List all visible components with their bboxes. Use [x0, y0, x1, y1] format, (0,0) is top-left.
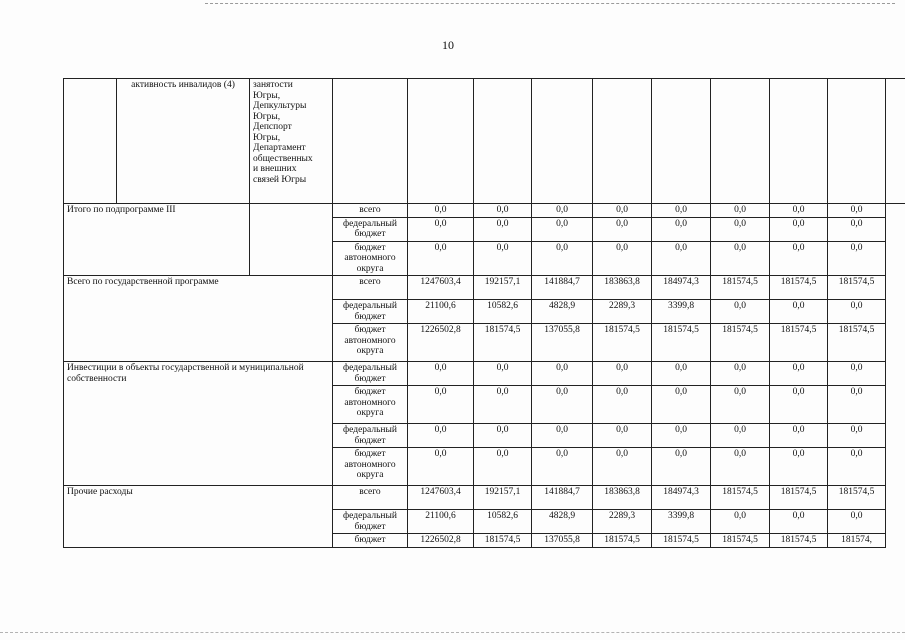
funding-source-cell	[333, 424, 408, 448]
value-cell	[828, 79, 886, 204]
value-cell: 1247603,4	[408, 486, 474, 510]
value-cell: 181574,5	[474, 324, 532, 362]
value-cell: 1226502,8	[408, 324, 474, 362]
value-cell: 181574,5	[652, 534, 711, 548]
executors-cell	[250, 79, 333, 204]
value-cell: 181574,5	[828, 324, 886, 362]
value-cell: 2289,3	[593, 300, 652, 324]
value-cell: 0,0	[408, 241, 474, 276]
funding-source-label: всего	[359, 487, 381, 497]
page-number: 10	[442, 38, 454, 52]
value-cell: 0,0	[532, 241, 593, 276]
group-title: Итого по подпрограмме III	[67, 205, 176, 215]
value-cell: 0,0	[652, 204, 711, 218]
value-cell: 2289,3	[593, 510, 652, 534]
value-cell: 10582,6	[474, 510, 532, 534]
value-cell: 0,0	[711, 300, 770, 324]
value-cell: 0,0	[593, 386, 652, 424]
value-cell: 0,0	[474, 204, 532, 218]
value-cell: 0,0	[711, 241, 770, 276]
funding-source-cell	[333, 217, 408, 241]
scan-top-line	[205, 3, 895, 4]
group-title: Всего по государственной программе	[67, 277, 219, 287]
executor-line: занятости	[253, 80, 293, 90]
value-cell: 0,0	[770, 204, 828, 218]
executor-line: Депкультуры	[253, 101, 307, 111]
value-cell: 0,0	[770, 241, 828, 276]
value-cell: 1247603,4	[408, 276, 474, 300]
value-cell: 0,0	[532, 386, 593, 424]
value-cell: 0,0	[711, 217, 770, 241]
value-cell: 21100,6	[408, 300, 474, 324]
value-cell: 0,0	[770, 362, 828, 386]
value-cell: 3399,8	[652, 300, 711, 324]
funding-source-cell	[333, 362, 408, 386]
value-cell: 10582,6	[474, 300, 532, 324]
value-cell: 183863,8	[593, 276, 652, 300]
value-cell: 181574,5	[828, 486, 886, 510]
value-cell	[408, 79, 474, 204]
value-cell: 0,0	[593, 448, 652, 486]
value-cell: 0,0	[408, 217, 474, 241]
value-cell: 0,0	[593, 241, 652, 276]
value-cell: 0,0	[652, 362, 711, 386]
funding-source-cell	[333, 448, 408, 486]
group-title-cell	[64, 204, 250, 276]
value-cell: 4828,9	[532, 300, 593, 324]
funding-source-label: всего	[359, 277, 381, 287]
value-cell	[532, 79, 593, 204]
source-cell	[333, 79, 408, 204]
funding-source-cell	[333, 241, 408, 276]
value-cell: 0,0	[408, 386, 474, 424]
value-cell: 181574,5	[770, 486, 828, 510]
funding-source-label: федеральный бюджет	[343, 218, 397, 239]
value-cell: 0,0	[711, 424, 770, 448]
value-cell: 0,0	[828, 300, 886, 324]
table-row	[64, 276, 905, 300]
value-cell: 184974,3	[652, 276, 711, 300]
value-cell: 0,0	[828, 424, 886, 448]
activity-cell	[117, 79, 250, 204]
executor-line: Департамент	[253, 143, 306, 153]
value-cell: 0,0	[711, 204, 770, 218]
value-cell: 0,0	[770, 386, 828, 424]
value-cell: 0,0	[828, 448, 886, 486]
funding-source-cell	[333, 324, 408, 362]
funding-source-cell	[333, 276, 408, 300]
value-cell: 0,0	[711, 510, 770, 534]
value-cell: 137055,8	[532, 324, 593, 362]
value-cell: 0,0	[652, 241, 711, 276]
group-title: Инвестиции в объекты государственной и муниципальной собственности	[67, 363, 304, 384]
value-cell	[652, 79, 711, 204]
value-cell: 1226502,8	[408, 534, 474, 548]
budget-table	[63, 78, 905, 548]
group-title-cell	[64, 276, 333, 362]
funding-source-label: всего	[359, 205, 381, 215]
executor-line: Депспорт	[253, 122, 292, 132]
executor-line: общественных	[253, 153, 313, 164]
value-cell: 137055,8	[532, 534, 593, 548]
value-cell: 0,0	[532, 448, 593, 486]
value-cell: 0,0	[474, 386, 532, 424]
value-cell: 0,0	[770, 424, 828, 448]
value-cell: 0,0	[711, 448, 770, 486]
value-cell: 181574,5	[593, 324, 652, 362]
value-cell: 0,0	[711, 386, 770, 424]
executor-line: и внешних	[253, 164, 297, 174]
value-cell: 192157,1	[474, 486, 532, 510]
header-row	[64, 79, 905, 204]
value-cell: 184974,3	[652, 486, 711, 510]
value-cell: 0,0	[828, 362, 886, 386]
value-cell: 21100,6	[408, 510, 474, 534]
value-cell	[474, 79, 532, 204]
executor-line: Югры,	[253, 132, 281, 143]
value-cell: 0,0	[770, 510, 828, 534]
funding-source-label: бюджет	[354, 535, 386, 545]
value-cell: 0,0	[408, 362, 474, 386]
value-cell: 0,0	[593, 362, 652, 386]
value-cell: 0,0	[770, 300, 828, 324]
group-title: Прочие расходы	[67, 487, 133, 497]
funding-source-label: бюджет автономного округа	[344, 449, 396, 480]
value-cell: 0,0	[652, 217, 711, 241]
funding-source-cell	[333, 386, 408, 424]
value-cell: 0,0	[532, 362, 593, 386]
value-cell: 0,0	[532, 217, 593, 241]
value-cell: 141884,7	[532, 486, 593, 510]
value-cell: 0,0	[652, 424, 711, 448]
value-cell: 4828,9	[532, 510, 593, 534]
funding-source-label: федеральный бюджет	[343, 301, 397, 322]
value-cell	[886, 79, 905, 204]
value-cell: 181574,5	[711, 486, 770, 510]
activity-text: активность инвалидов (4)	[131, 80, 235, 90]
value-cell: 0,0	[652, 386, 711, 424]
value-cell	[770, 79, 828, 204]
executor-line: Югры,	[253, 90, 281, 101]
value-cell: 0,0	[532, 204, 593, 218]
value-cell: 181574,5	[474, 534, 532, 548]
value-cell: 0,0	[408, 204, 474, 218]
value-cell: 0,0	[828, 386, 886, 424]
value-cell: 0,0	[711, 362, 770, 386]
value-cell: 181574,5	[711, 324, 770, 362]
funding-source-label: федеральный бюджет	[343, 363, 397, 384]
number-cell	[64, 79, 117, 204]
funding-source-cell	[333, 300, 408, 324]
value-cell: 181574,5	[593, 534, 652, 548]
value-cell: 181574,5	[652, 324, 711, 362]
table-row	[64, 362, 905, 386]
funding-source-label: федеральный бюджет	[343, 425, 397, 446]
value-cell: 0,0	[828, 204, 886, 218]
value-cell: 0,0	[593, 424, 652, 448]
value-cell: 181574,5	[770, 276, 828, 300]
value-cell: 0,0	[828, 510, 886, 534]
value-cell: 181574,5	[770, 324, 828, 362]
value-cell: 181574,5	[770, 534, 828, 548]
value-cell: 181574,5	[711, 534, 770, 548]
value-cell: 0,0	[474, 241, 532, 276]
funding-source-cell	[333, 204, 408, 218]
value-cell: 0,0	[828, 241, 886, 276]
group-title-cell	[64, 362, 333, 486]
value-cell	[593, 79, 652, 204]
funding-source-cell	[333, 534, 408, 548]
value-cell: 181574,5	[828, 276, 886, 300]
value-cell: 141884,7	[532, 276, 593, 300]
table-row	[64, 486, 905, 510]
value-cell: 181574,	[828, 534, 886, 548]
value-cell: 0,0	[593, 217, 652, 241]
funding-source-label: бюджет автономного округа	[344, 242, 396, 274]
table-row	[64, 204, 905, 218]
funding-source-cell	[333, 486, 408, 510]
funding-source-label: федеральный бюджет	[343, 511, 397, 532]
value-cell: 0,0	[408, 448, 474, 486]
value-cell: 3399,8	[652, 510, 711, 534]
executor-line: связей Югры	[253, 174, 307, 185]
scan-bottom-line	[0, 632, 905, 633]
value-cell: 181574,5	[711, 276, 770, 300]
value-cell: 0,0	[770, 448, 828, 486]
funding-source-label: бюджет автономного округа	[344, 325, 396, 356]
group-title-cell	[64, 486, 333, 548]
value-cell: 0,0	[474, 217, 532, 241]
executor-blank-cell	[250, 204, 333, 276]
value-cell: 0,0	[408, 424, 474, 448]
value-cell: 0,0	[652, 448, 711, 486]
value-cell: 0,0	[474, 362, 532, 386]
value-cell	[711, 79, 770, 204]
value-cell: 0,0	[532, 424, 593, 448]
value-cell: 183863,8	[593, 486, 652, 510]
value-cell: 0,0	[593, 204, 652, 218]
value-cell: 0,0	[770, 217, 828, 241]
value-cell: 0,0	[474, 448, 532, 486]
value-cell: 0,0	[828, 217, 886, 241]
value-cell: 192157,1	[474, 276, 532, 300]
funding-source-cell	[333, 510, 408, 534]
value-cell: 0,0	[474, 424, 532, 448]
funding-source-label: бюджет автономного округа	[344, 387, 396, 418]
executor-line: Югры,	[253, 111, 281, 122]
